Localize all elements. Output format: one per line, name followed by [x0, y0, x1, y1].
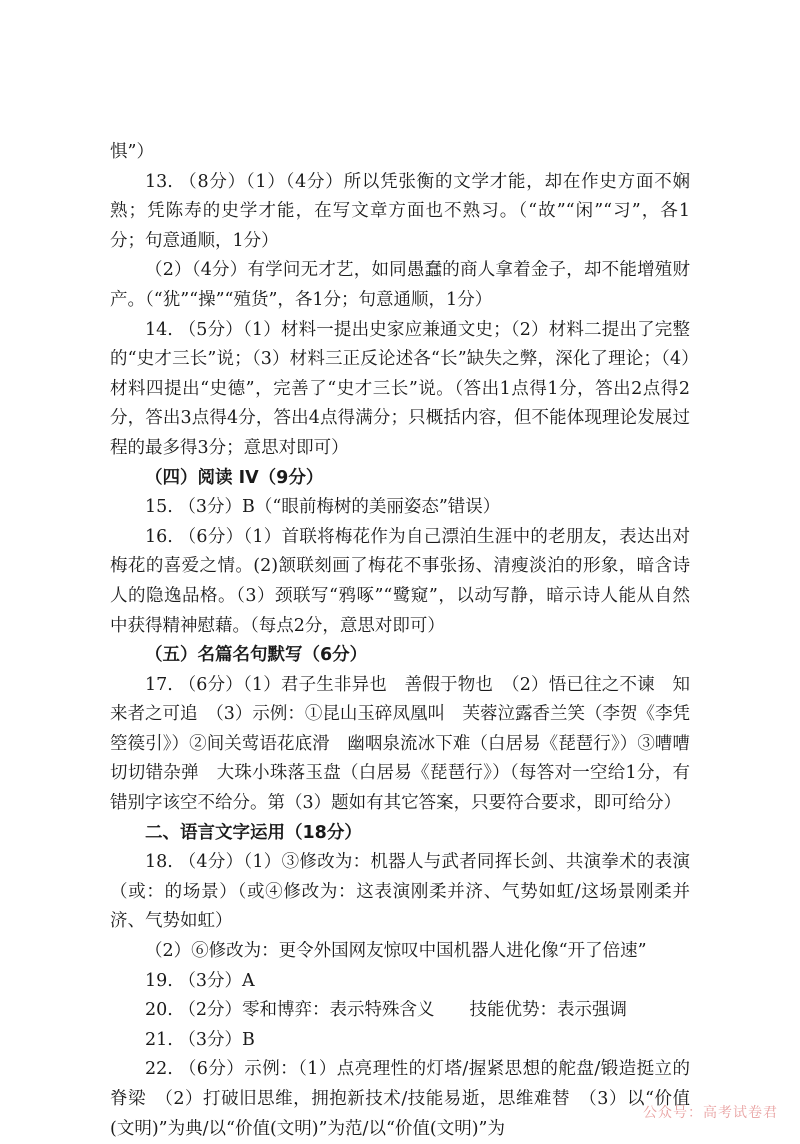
answer-17: 17. （6分）（1）君子生非异也 善假于物也 （2）悟已往之不谏 知来者之可追 （3）示例：①昆山玉碎凤凰叫 芙蓉泣露香兰笑（李贺《李凭箜篌引》）②间关莺语花底滑 幽咽泉流冰下难（白居易《琵琶行》）③嘈嘈切切错杂弹 大珠小珠落玉盘（白居易《琵琶行》）（每答对一空给1分，有错别字该空不给分。第（3）题如有其它答案，只要符合要求，即可给分）: [110, 674, 690, 814]
answer-16: 16. （6分）（1）首联将梅花作为自己漂泊生涯中的老朋友，表达出对梅花的喜爱之情。(2)颔联刻画了梅花不事张扬、清瘦淡泊的形象，暗含诗人的隐逸品格。（3）颈联写“鸦啄”“鹭窥”，以动写静，暗示诗人能从自然中获得精神慰藉。（每点2分，意思对即可）: [110, 526, 690, 636]
answer-18-part1: 18. （4分）（1）③修改为：机器人与武者同挥长剑、共演拳术的表演（或：的场景）（或④修改为：这表演刚柔并济、气势如虹/这场景刚柔并济、气势如虹）: [110, 852, 690, 932]
answer-18-part2: （2）⑥修改为：更令外国网友惊叹中国机器人进化像“开了倍速”: [145, 941, 647, 962]
watermark: 公众号：高考试卷君: [643, 1105, 778, 1121]
answer-20: 20. （2分）零和博弈：表示特殊含义 技能优势：表示强调: [145, 1000, 628, 1021]
answer-13-part1: 13. （8分）（1）（4分）所以凭张衡的文学才能，却在作史方面不娴熟；凭陈寿的史学才能，在写文章方面也不熟习。（“故”“闲”“习”，各1分；句意通顺，1分）: [110, 171, 690, 251]
answer-14: 14. （5分）（1）材料一提出史家应兼通文史；（2）材料二提出了完整的“史才三长”说；（3）材料三正反论述各“长”缺失之弊，深化了理论；（4）材料四提出“史德”，完善了“史才三长”说。（答出1点得1分，答出2点得2分，答出3点得4分，答出4点得满分；只概括内容，但不能体现理论发展过程的最多得3分；意思对即可）: [110, 319, 690, 458]
section-heading-reading-4: （四）阅读 IV（9分）: [145, 467, 324, 488]
answer-15: 15. （3分）B（“眼前梅树的美丽姿态”错误）: [145, 497, 501, 518]
text-line: 惧”）: [110, 142, 154, 162]
answer-21: 21. （3分）B: [145, 1029, 255, 1050]
section-heading-language-use: 二、语言文字运用（18分）: [145, 822, 362, 843]
answer-22: 22. （6分）示例：（1）点亮理性的灯塔/握紧思想的舵盘/锻造挺立的脊梁 （2）打破旧思维，拥抱新技术/技能易逝，思维难替 （3）以“价值(文明)”为典/以“价值(文明)”为范/以“价值(文明)”为: [110, 1059, 690, 1139]
answer-13-part2: （2）（4分）有学问无才艺，如同愚蠢的商人拿着金子，却不能增殖财产。（“犹”“操”“殖货”，各1分；句意通顺，1分）: [110, 260, 690, 310]
section-heading-dictation: （五）名篇名句默写（6分）: [145, 645, 368, 666]
answer-19: 19. （3分）A: [145, 970, 255, 991]
answer-document: [110, 138, 690, 1144]
